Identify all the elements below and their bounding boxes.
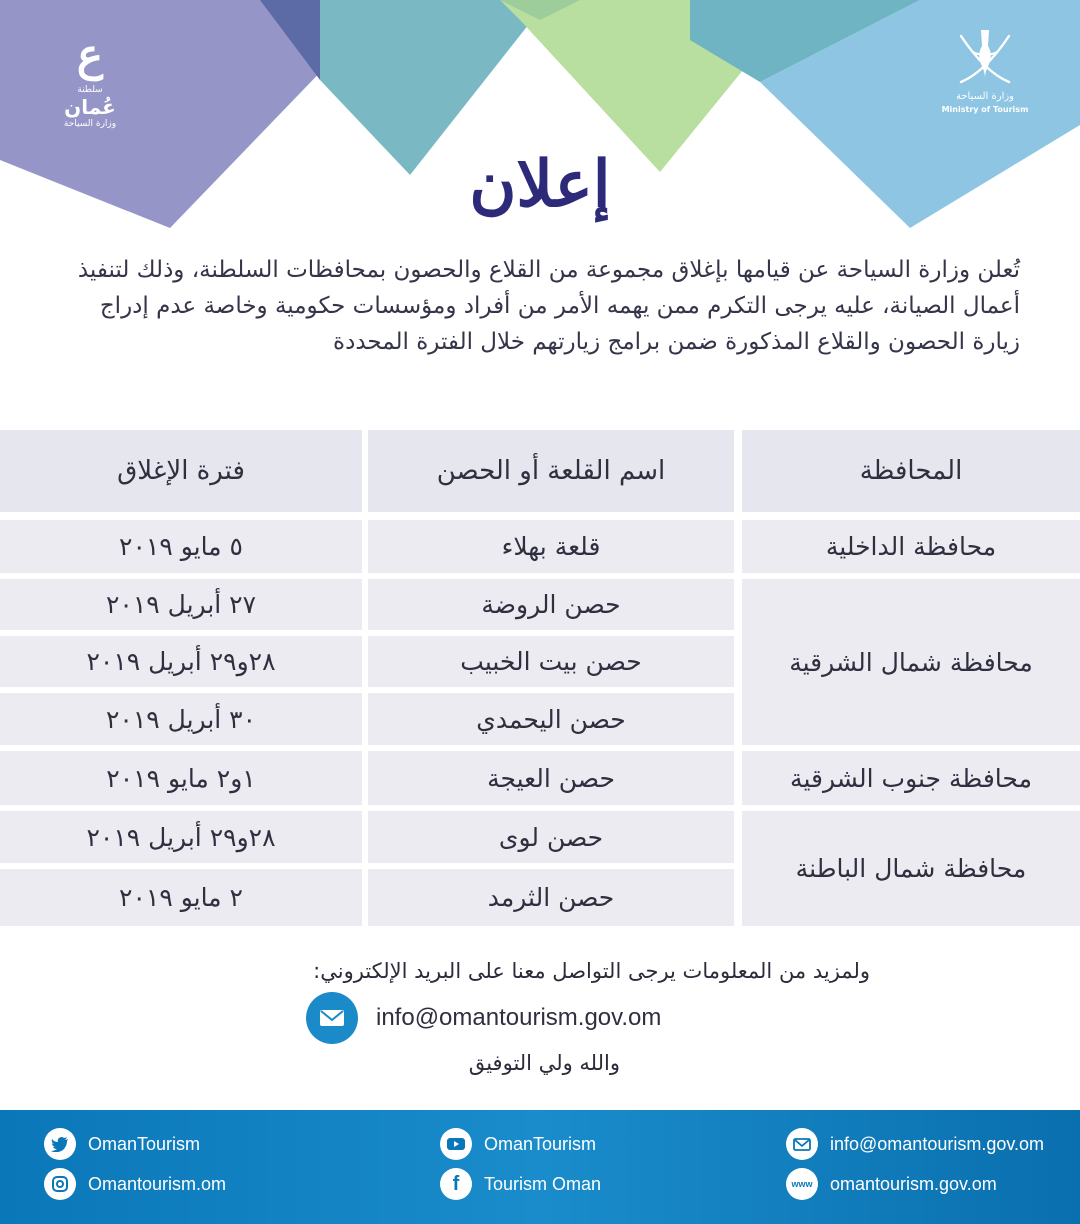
contact-note: ولمزيد من المعلومات يرجى التواصل معنا على البريد الإلكتروني: — [313, 959, 870, 983]
fort-cell: حصن لوى — [368, 811, 734, 863]
logo-line-2: عُمان — [64, 95, 116, 119]
footer-facebook-label: Tourism Oman — [484, 1173, 602, 1194]
globe-icon: www — [786, 1168, 818, 1200]
period-cell: ٥ مايو ٢٠١٩ — [0, 520, 362, 573]
khanjar-emblem-icon — [955, 24, 1015, 88]
footer-youtube-label: OmanTourism — [484, 1133, 597, 1154]
footer-website-label: omantourism.gov.om — [830, 1173, 997, 1194]
period-cell: ٢٧ أبريل ٢٠١٩ — [0, 579, 362, 630]
envelope-icon — [306, 992, 358, 1044]
contact-email-link[interactable]: info@omantourism.gov.om — [376, 1004, 662, 1031]
footer-instagram[interactable] — [44, 1168, 226, 1200]
youtube-icon — [440, 1128, 472, 1160]
closing-text: والله ولي التوفيق — [468, 1051, 620, 1075]
footer-email[interactable] — [786, 1128, 1044, 1160]
footer-facebook[interactable] — [440, 1168, 601, 1200]
oman-calligraphy-icon: ع — [76, 30, 104, 81]
fort-cell: حصن العيجة — [368, 751, 734, 805]
footer-bar — [0, 1110, 1080, 1224]
governorate-cell: محافظة جنوب الشرقية — [742, 751, 1080, 805]
period-cell: ١و٢ مايو ٢٠١٩ — [0, 751, 362, 805]
fort-cell: حصن الثرمد — [368, 869, 734, 926]
footer-twitter-label: OmanTourism — [88, 1133, 201, 1154]
fort-cell: حصن اليحمدي — [368, 693, 734, 745]
header-period: فترة الإغلاق — [0, 430, 362, 512]
twitter-icon — [44, 1128, 76, 1160]
header-governorate: المحافظة — [742, 430, 1080, 512]
logo-line-3: وزارة السياحة — [63, 119, 117, 129]
footer-youtube[interactable] — [440, 1128, 596, 1160]
governorate-cell: محافظة شمال الشرقية — [742, 579, 1080, 745]
period-cell: ٢ مايو ٢٠١٩ — [0, 869, 362, 926]
governorate-cell: محافظة الداخلية — [742, 520, 1080, 573]
period-cell: ٣٠ أبريل ٢٠١٩ — [0, 693, 362, 745]
ministry-name-en: Ministry of Tourism — [941, 105, 1029, 114]
instagram-icon — [44, 1168, 76, 1200]
logo-line-1: سلطنة — [77, 85, 103, 95]
header-fort: اسم القلعة أو الحصن — [368, 430, 734, 512]
ministry-logo — [930, 24, 1040, 115]
facebook-icon: f — [440, 1168, 472, 1200]
governorate-cell: محافظة شمال الباطنة — [742, 811, 1080, 926]
oman-brand-logo — [30, 28, 150, 130]
footer-twitter[interactable] — [44, 1128, 200, 1160]
page-title: إعلان — [469, 147, 611, 222]
fort-cell: حصن بيت الخبيب — [368, 636, 734, 687]
footer-website[interactable] — [786, 1168, 997, 1200]
envelope-icon — [786, 1128, 818, 1160]
announcement-text: تُعلن وزارة السياحة عن قيامها بإغلاق مجموعة من القلاع والحصون بمحافظات السلطنة، وذلك لتنفيذ أعمال الصيانة، عليه يرجى التكرم ممن يهمه الأمر من أفراد ومؤسسات حكومية وخاصة عدم إدراج زيارة الحصون والقلاع المذكورة ضمن برامج زيارتهم خلال الفترة المحددة — [77, 257, 1020, 355]
period-cell: ٢٨و٢٩ أبريل ٢٠١٩ — [0, 636, 362, 687]
footer-email-label: info@omantourism.gov.om — [830, 1133, 1045, 1154]
fort-cell: حصن الروضة — [368, 579, 734, 630]
footer-instagram-label: Omantourism.om — [88, 1173, 227, 1194]
fort-cell: قلعة بهلاء — [368, 520, 734, 573]
closure-table — [0, 430, 1080, 926]
ministry-name-ar: وزارة السياحة — [955, 91, 1015, 102]
period-cell: ٢٨و٢٩ أبريل ٢٠١٩ — [0, 811, 362, 863]
contact-email-row[interactable] — [306, 992, 661, 1044]
